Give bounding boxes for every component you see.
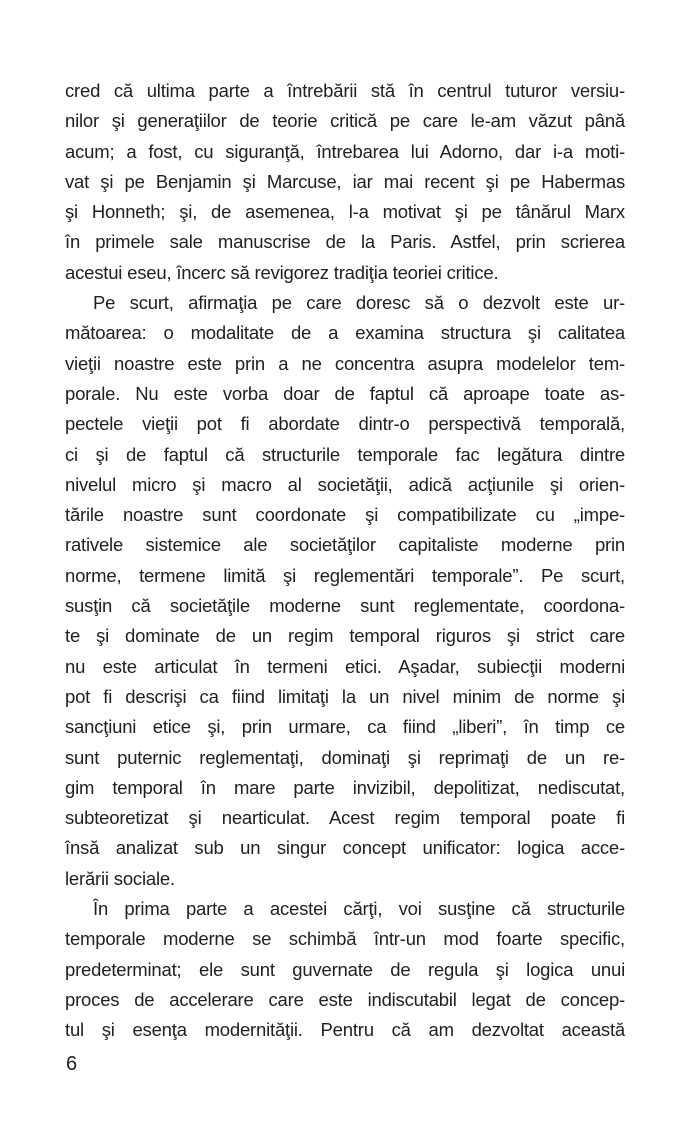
paragraph xyxy=(65,76,625,288)
text-line: în primele sale manuscrise de la Paris. Astfel, prin scrierea xyxy=(65,231,625,253)
text-line: cred că ultima parte a întrebării stă în centrul tuturor versiu- xyxy=(65,80,625,101)
text-line: Pe scurt, afirmaţia pe care doresc să o dezvolt este ur- xyxy=(93,292,625,314)
text-line: şi Honneth; şi, de asemenea, l-a motivat şi pe tânărul Marx xyxy=(65,201,625,223)
text-line: mătoarea: o modalitate de a examina structura şi calitatea xyxy=(65,322,625,344)
text-line: sancţiuni etice şi, prin urmare, ca fiind „liberi”, în timp ce xyxy=(65,716,625,738)
text-line: nilor şi generaţiilor de teorie critică pe care le-am văzut până xyxy=(65,110,625,132)
text-line: temporale moderne se schimbă într-un mod foarte specific, xyxy=(65,928,625,950)
text-line: nu este articulat în termeni etici. Aşadar, subiecţii moderni xyxy=(65,655,625,677)
text-line: ci şi de faptul că structurile temporale fac legătura dintre xyxy=(65,443,625,465)
text-line: pot fi descrişi ca fiind limitaţi la un nivel minim de norme şi xyxy=(65,685,625,707)
text-line: nivelul micro şi macro al societăţii, adică acţiunile şi orien- xyxy=(65,473,625,495)
text-line: norme, termene limită şi reglementări temporale”. Pe scurt, xyxy=(65,564,625,586)
text-line: lerării sociale. xyxy=(65,867,175,889)
page-number: 6 xyxy=(66,1053,77,1075)
text-line: te şi dominate de un regim temporal riguros şi strict care xyxy=(65,625,625,647)
text-line: vat şi pe Benjamin şi Marcuse, iar mai recent şi pe Habermas xyxy=(65,170,625,192)
text-block xyxy=(65,76,625,1046)
text-line: În prima parte a acestei cărţi, voi susţine că structurile xyxy=(93,898,625,920)
text-line: vieţii noastre este prin a ne concentra asupra modelelor tem- xyxy=(65,352,625,374)
text-line: sunt puternic reglementaţi, dominaţi şi reprimaţi de un re- xyxy=(65,746,625,768)
text-line: acum; a fost, cu siguranţă, întrebarea lui Adorno, dar i-a moti- xyxy=(65,140,625,162)
text-line: acestui eseu, încerc să revigorez tradiţia teoriei critice. xyxy=(65,261,499,283)
text-line: tările noastre sunt coordonate şi compatibilizate cu „impe- xyxy=(65,504,625,526)
paragraph xyxy=(65,894,625,1045)
text-line: proces de accelerare care este indiscutabil legat de concep- xyxy=(65,988,625,1010)
text-line: însă analizat sub un singur concept unificator: logica acce- xyxy=(65,837,625,859)
paragraph xyxy=(65,288,625,894)
text-line: gim temporal în mare parte invizibil, depolitizat, nediscutat, xyxy=(65,776,625,798)
text-line: rativele sistemice ale societăţilor capitaliste moderne prin xyxy=(65,534,625,556)
text-line: porale. Nu este vorba doar de faptul că aproape toate as- xyxy=(65,382,625,404)
text-line: tul şi esenţa modernităţii. Pentru că am dezvoltat această xyxy=(65,1019,625,1041)
text-line: subteoretizat şi nearticulat. Acest regim temporal poate fi xyxy=(65,807,625,829)
text-line: susţin că societăţile moderne sunt reglementate, coordona- xyxy=(65,595,625,617)
text-line: pectele vieţii pot fi abordate dintr-o perspectivă temporală, xyxy=(65,413,625,435)
text-line: predeterminat; ele sunt guvernate de regula şi logica unui xyxy=(65,958,625,980)
